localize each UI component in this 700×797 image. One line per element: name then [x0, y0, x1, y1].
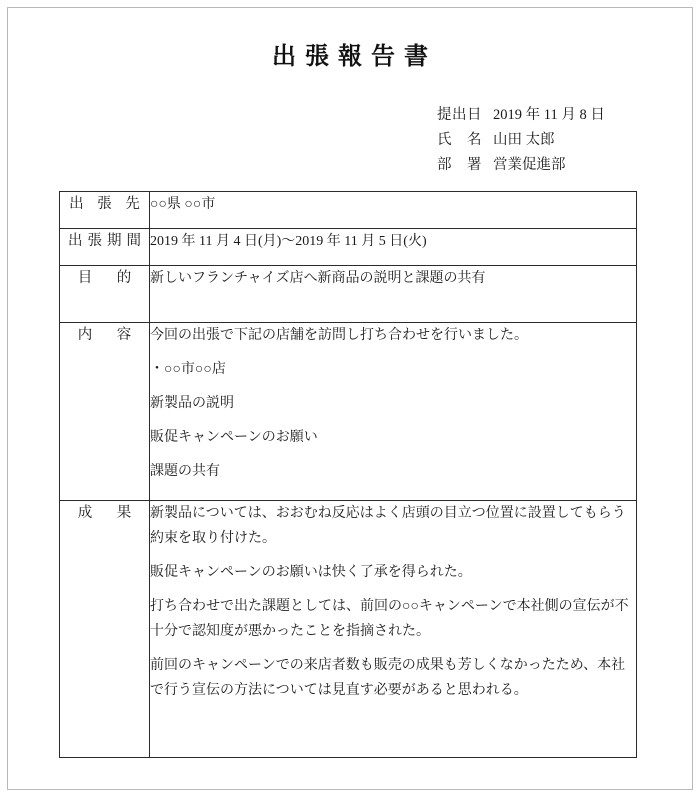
row-value-destination	[150, 192, 637, 229]
row-label-period: 出張期間	[60, 229, 150, 266]
paragraph: 2019 年 11 月 4 日(月)〜2019 年 11 月 5 日(火)	[150, 234, 427, 249]
paragraph: ○○県 ○○市	[150, 197, 216, 212]
table-row-destination	[60, 192, 637, 229]
paragraph: 新製品については、おおむね反応はよく店頭の目立つ位置に設置してもらう約束を取り付けた。	[150, 506, 626, 546]
row-label-purpose: 目 的	[60, 266, 150, 323]
row-value-period	[150, 229, 637, 266]
meta-label-submission-date: 提出日	[437, 107, 482, 123]
row-label-results: 成 果	[60, 501, 150, 758]
table-row-purpose	[60, 266, 637, 323]
meta-label-department: 部 署	[437, 157, 482, 173]
table-row-period	[60, 229, 637, 266]
meta-row-department	[437, 153, 605, 178]
paragraph: 新しいフランチャイズ店へ新商品の説明と課題の共有	[150, 271, 486, 286]
meta-row-name	[437, 128, 605, 153]
meta-label-name: 氏 名	[437, 132, 482, 148]
meta-value-name: 山田 太郎	[493, 132, 555, 148]
paragraph: 新製品の説明	[150, 396, 234, 411]
meta-value-department: 営業促進部	[493, 157, 566, 173]
paragraph: 販促キャンペーンのお願い	[150, 430, 318, 445]
paragraph: 前回のキャンペーンでの来店者数も販売の成果も芳しくなかったため、本社で行う宣伝の方法については見直す必要があると思われる。	[150, 658, 626, 698]
paragraph: ・○○市○○店	[150, 362, 226, 377]
row-value-purpose	[150, 266, 637, 323]
report-table	[59, 191, 637, 758]
paragraph: 課題の共有	[150, 464, 220, 479]
row-label-content: 内 容	[60, 323, 150, 501]
paragraph: 打ち合わせで出た課題としては、前回の○○キャンペーンで本社側の宣伝が不十分で認知度が悪かったことを指摘された。	[150, 599, 629, 639]
row-label-destination: 出 張 先	[60, 192, 150, 229]
page-title: 出張報告書	[272, 44, 437, 70]
table-row-content	[60, 323, 637, 501]
paragraph: 販促キャンペーンのお願いは快く了承を得られた。	[150, 565, 472, 580]
row-value-content	[150, 323, 637, 501]
table-row-results	[60, 501, 637, 758]
row-value-results	[150, 501, 637, 758]
document-meta-block	[437, 103, 605, 178]
meta-row-submission-date	[437, 103, 605, 128]
meta-value-submission-date: 2019 年 11 月 8 日	[493, 107, 605, 123]
paragraph: 今回の出張で下記の店舗を訪問し打ち合わせを行いました。	[150, 328, 528, 343]
